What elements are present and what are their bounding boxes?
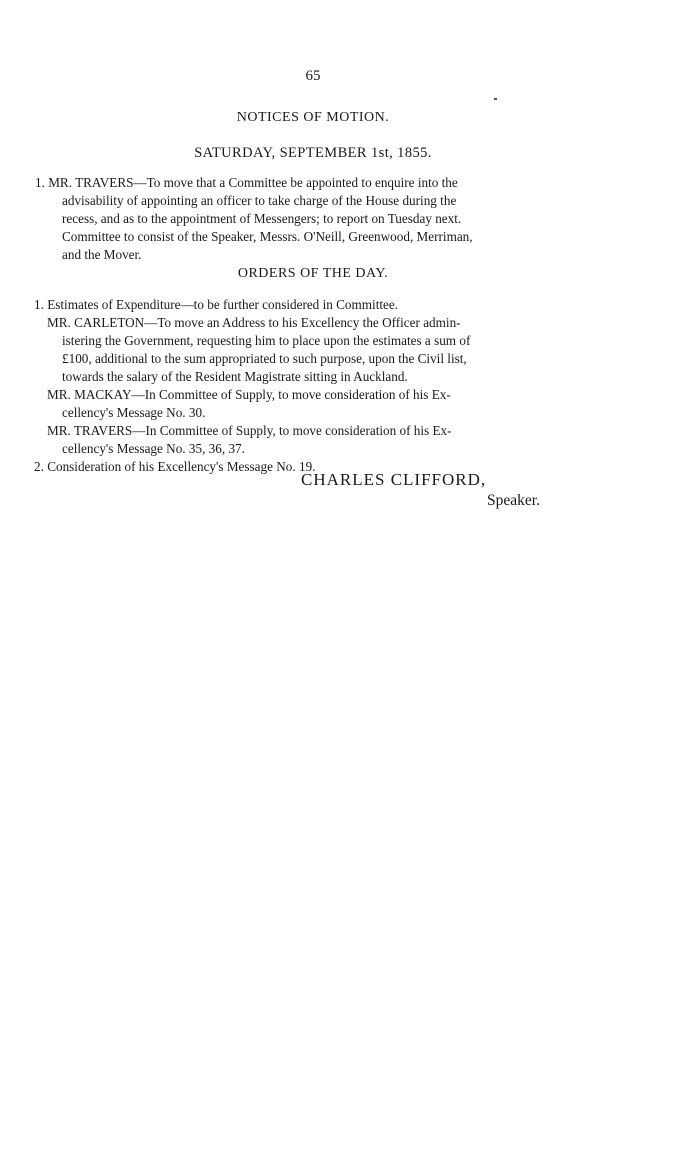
- notice-line: recess, and as to the appointment of Messengers; to report on Tuesday next.: [62, 211, 462, 226]
- notice-line: and the Mover.: [62, 247, 142, 262]
- notice-line: 1. MR. TRAVERS—To move that a Committee be appointed to enquire into the: [35, 175, 458, 190]
- order-line: MR. TRAVERS—In Committee of Supply, to move consideration of his Ex-: [47, 423, 452, 438]
- order-line: MR. MACKAY—In Committee of Supply, to move consideration of his Ex-: [47, 387, 451, 402]
- order-line: istering the Government, requesting him to place upon the estimates a sum of: [62, 333, 471, 348]
- order-line: £100, additional to the sum appropriated to such purpose, upon the Civil list,: [62, 351, 467, 366]
- order-line: towards the salary of the Resident Magistrate sitting in Auckland.: [62, 369, 408, 384]
- order-line: MR. CARLETON—To move an Address to his Excellency the Officer admin-: [47, 315, 461, 330]
- notice-line: Committee to consist of the Speaker, Messrs. O'Neill, Greenwood, Merriman,: [62, 229, 473, 244]
- ink-speck: [494, 98, 497, 100]
- signature-title: Speaker.: [487, 492, 540, 509]
- notice-line: advisability of appointing an officer to take charge of the House during the: [62, 193, 457, 208]
- page-number: 65: [305, 68, 321, 84]
- date-line: SATURDAY, SEPTEMBER 1st, 1855.: [194, 145, 432, 161]
- order-line: 2. Consideration of his Excellency's Message No. 19.: [34, 459, 316, 474]
- signature-name: CHARLES CLIFFORD,: [301, 470, 487, 489]
- order-line: cellency's Message No. 35, 36, 37.: [62, 441, 245, 456]
- orders-heading: ORDERS OF THE DAY.: [237, 266, 389, 281]
- order-line: cellency's Message No. 30.: [62, 405, 206, 420]
- notices-heading: NOTICES OF MOTION.: [236, 110, 390, 125]
- order-line: 1. Estimates of Expenditure—to be further considered in Committee.: [34, 297, 399, 312]
